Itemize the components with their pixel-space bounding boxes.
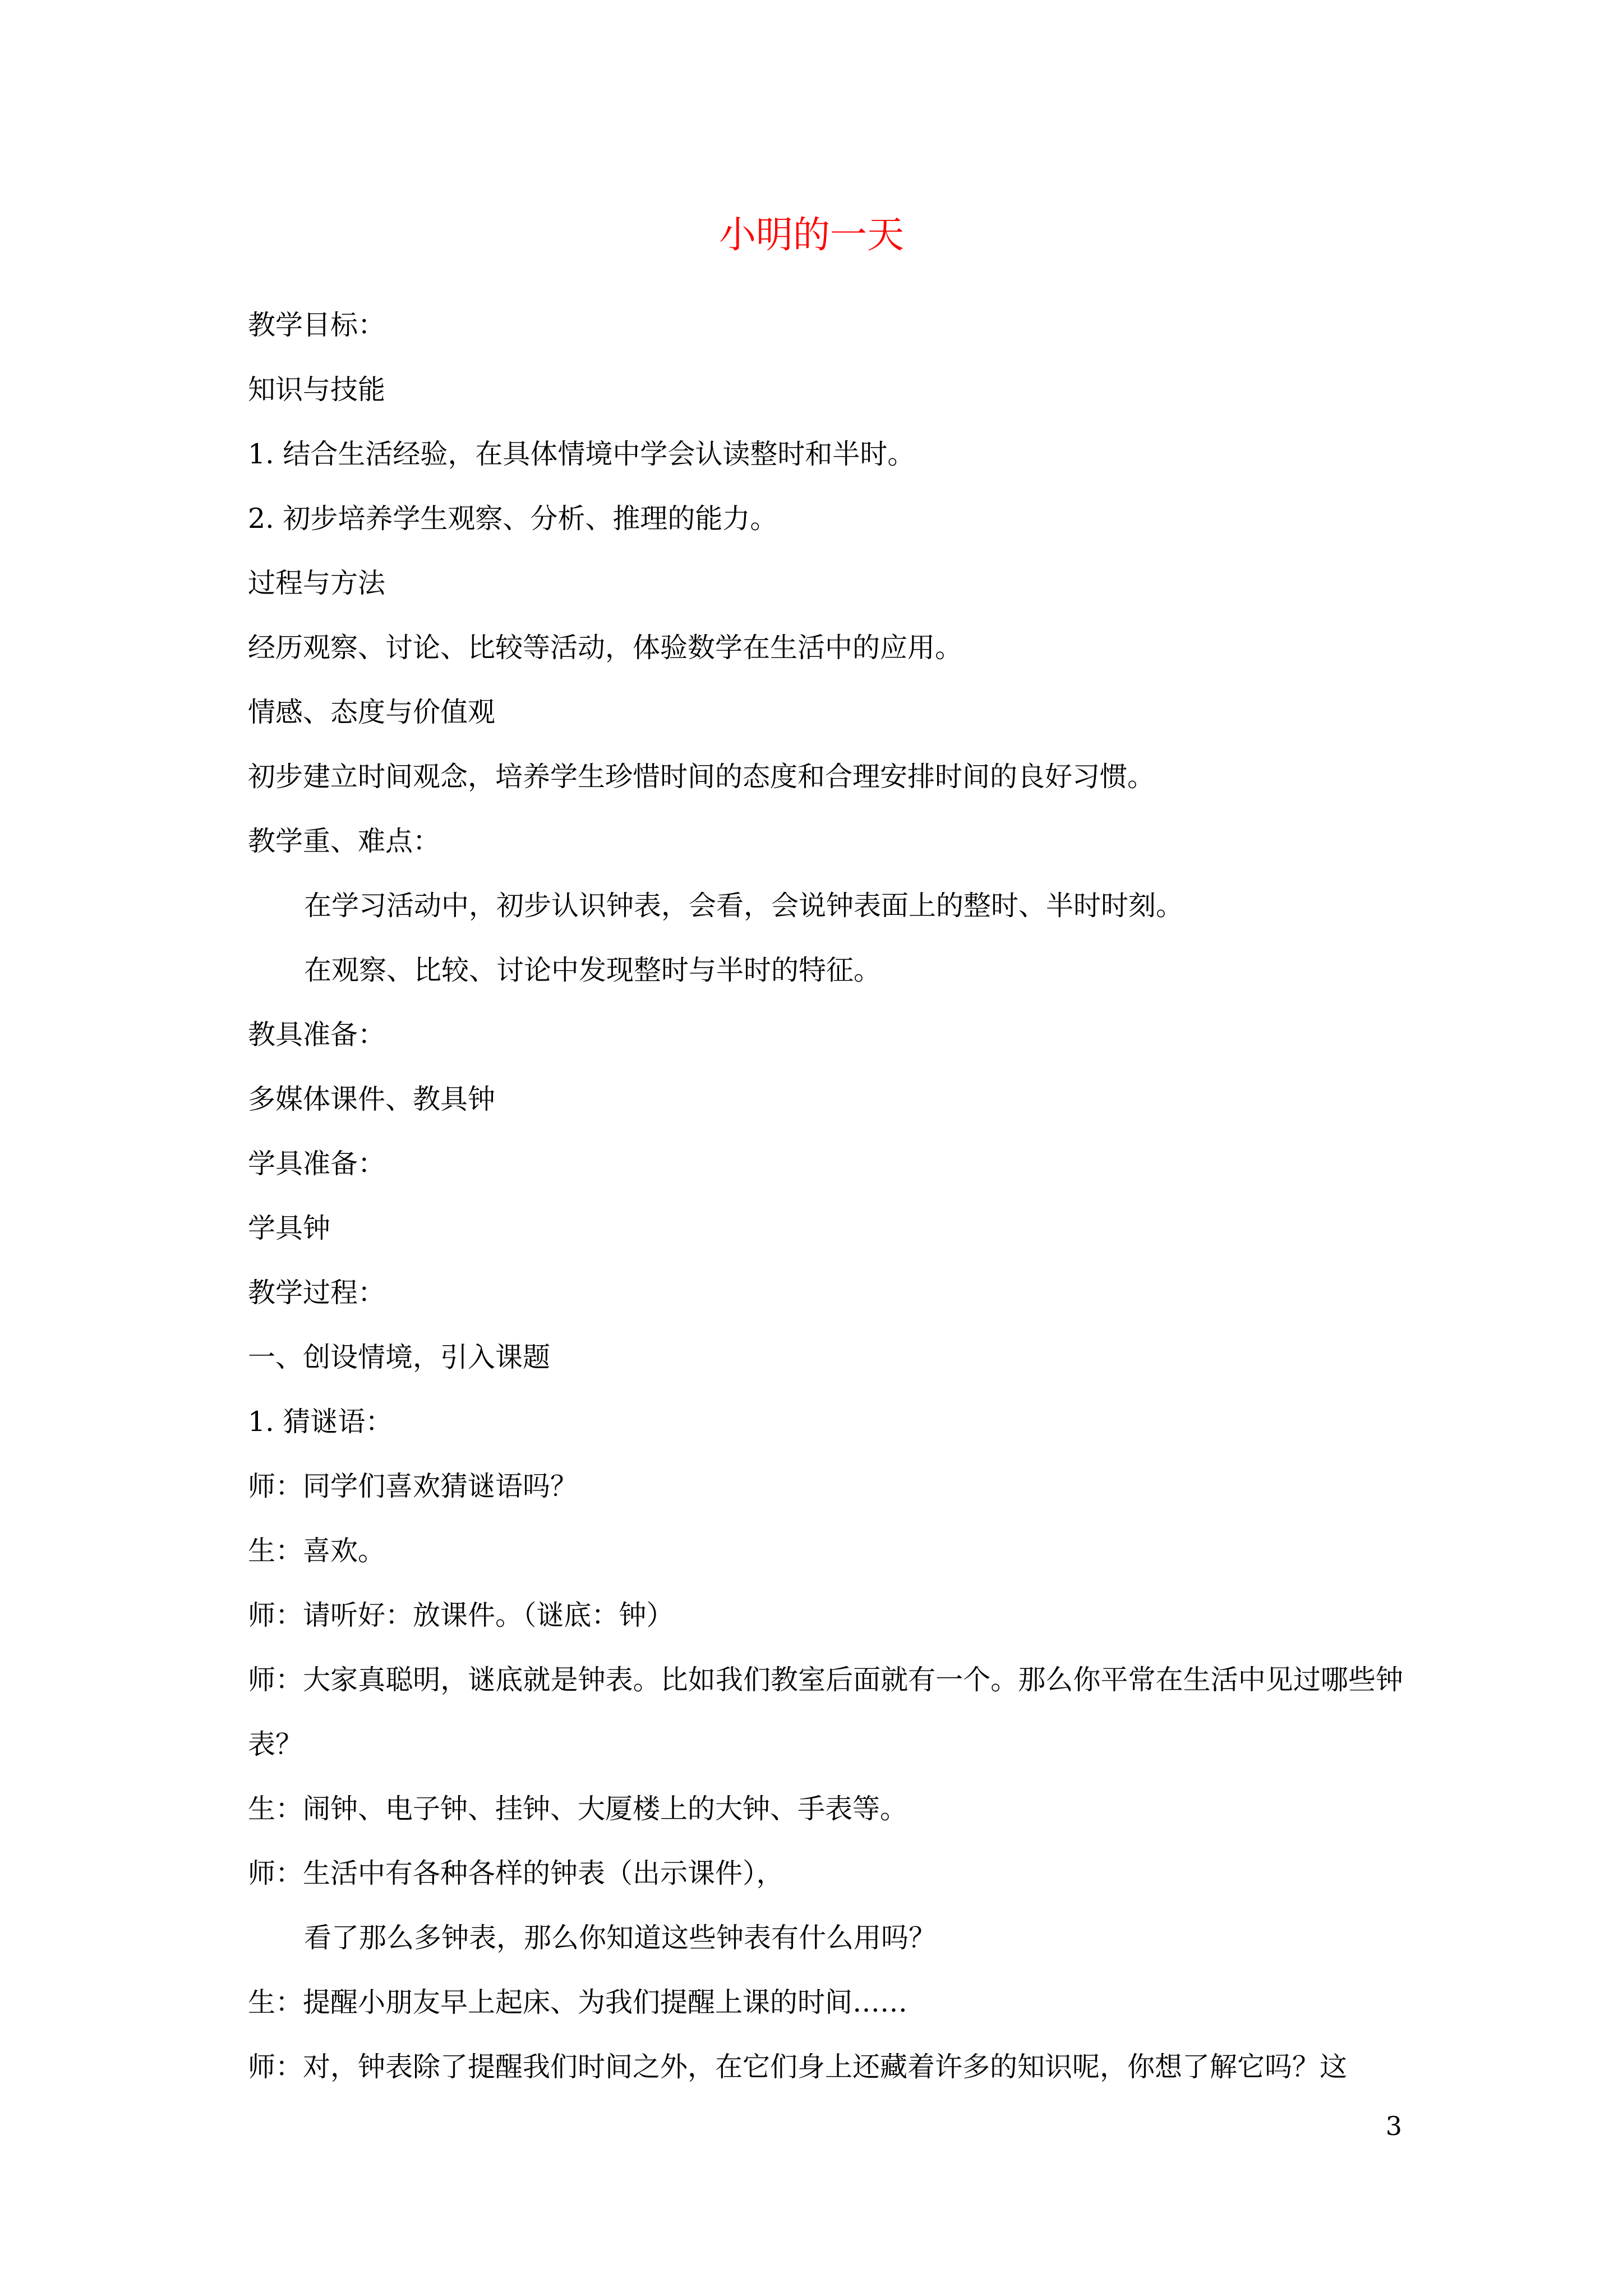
paragraph-emotion-values: 情感、态度与价值观 [248, 696, 496, 728]
paragraph-dialogue-4: 师：大家真聪明，谜底就是钟表。比如我们教室后面就有一个。那么你平常在生活中见过哪些钟表？ [248, 1664, 1403, 1760]
paragraph-process-detail: 经历观察、讨论、比较等活动，体验数学在生活中的应用。 [248, 632, 963, 664]
paragraph-key-point-2: 在观察、比较、讨论中发现整时与半时的特征。 [304, 954, 882, 986]
paragraph-learning-aids-detail: 学具钟 [248, 1212, 331, 1244]
paragraph-dialogue-6: 师：生活中有各种各样的钟表（出示课件）， [248, 1857, 784, 1889]
document-body [248, 293, 1403, 2099]
paragraph-dialogue-8: 生：提醒小朋友早上起床、为我们提醒上课的时间…… [248, 1986, 908, 2018]
paragraph-section-1: 一、创设情境，引入课题 [248, 1341, 551, 1373]
paragraph-dialogue-7: 看了那么多钟表，那么你知道这些钟表有什么用吗？ [304, 1922, 937, 1954]
paragraph-key-point-1: 在学习活动中，初步认识钟表，会看，会说钟表面上的整时、半时时刻。 [304, 890, 1184, 922]
page-number: 3 [1385, 2111, 1402, 2141]
paragraph-knowledge-skills: 知识与技能 [248, 374, 386, 406]
paragraph-teaching-aids-detail: 多媒体课件、教具钟 [248, 1083, 496, 1115]
paragraph-emotion-detail: 初步建立时间观念，培养学生珍惜时间的态度和合理安排时间的良好习惯。 [248, 761, 1155, 793]
paragraph-dialogue-2: 生：喜欢。 [248, 1535, 386, 1567]
paragraph-dialogue-9: 师：对，钟表除了提醒我们时间之外，在它们身上还藏着许多的知识呢，你想了解它吗？这 [248, 2051, 1348, 2083]
document-title: 小明的一天 [719, 213, 904, 256]
paragraph-teaching-goals: 教学目标： [248, 309, 386, 341]
paragraph-dialogue-1: 师：同学们喜欢猜谜语吗？ [248, 1470, 578, 1502]
paragraph-teaching-process: 教学过程： [248, 1277, 386, 1309]
paragraph-process-methods: 过程与方法 [248, 567, 386, 599]
paragraph-key-points: 教学重、难点： [248, 825, 441, 857]
paragraph-goal-2: 2. 初步培养学生观察、分析、推理的能力。 [248, 503, 778, 535]
paragraph-teaching-aids: 教具准备： [248, 1019, 386, 1051]
paragraph-goal-1: 1. 结合生活经验，在具体情境中学会认读整时和半时。 [248, 438, 915, 470]
paragraph-learning-aids: 学具准备： [248, 1148, 386, 1180]
paragraph-dialogue-3: 师：请听好：放课件。（谜底：钟） [248, 1599, 674, 1631]
paragraph-riddle: 1. 猜谜语： [248, 1406, 393, 1438]
paragraph-dialogue-5: 生：闹钟、电子钟、挂钟、大厦楼上的大钟、手表等。 [248, 1793, 908, 1825]
